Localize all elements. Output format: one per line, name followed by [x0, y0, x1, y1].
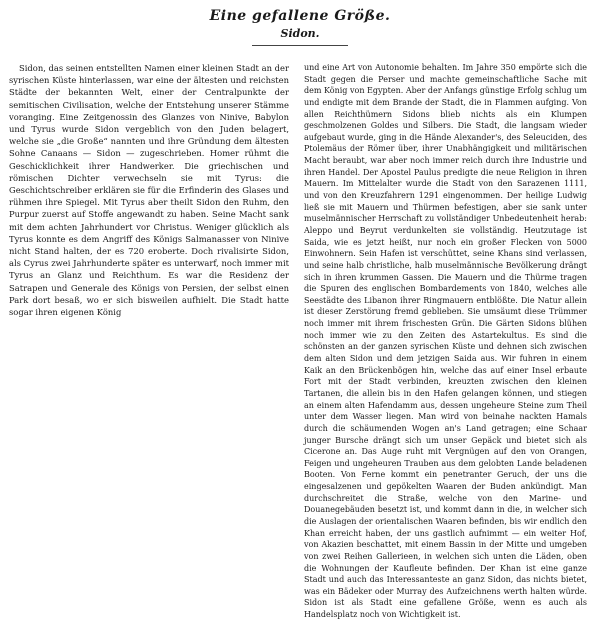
- article-subtitle: Sidon.: [280, 27, 320, 40]
- text-column-right: [304, 62, 587, 621]
- article-paragraph: und eine Art von Autonomie behalten. Im Jahre 350 empörte sich die Stadt gegen die Perser und machte gemeinschaftliche Sache mit dem König von Egypten. Aber der Anfangs günstige Erfolg schlug um und endigte mit dem Brande der Stadt, die in Flammen aufging. Von allen Reichthümern Sidons blieb nichts als ein Klumpen geschmolzenen Goldes und Silbers. Die Stadt, die langsam wieder aufgebaut wurde, ging in die Hände Alexander's, des Seleuciden, des Ptolemäus der Römer über, ihrer Unabhängigkeit und militärischen Macht beraubt, war aber noch immer reich durch ihre Industrie und ihren Handel. Der Apostel Paulus predigte die neue Religion in ihren Mauern. Im Mittelalter wurde die Stadt von den Sarazenen 1111, und von den Kreuzfahrern 1291 eingenommen. Der heilige Ludwig ließ sie mit Mauern und Thürmen befestigen, aber sie sank unter muselmännischer Herrschaft zu vollständiger Unbedeutenheit herab: Aleppo und Beyrut verdunkelten sie vollständig. Heutzutage ist Saida, wie es jetzt heißt, nur noch ein großer Flecken von 5000 Einwohnern. Sein Hafen ist verschüttet, seine Khans sind verlassen, und seine halb christliche, halb muselmännische Bevölkerung drängt sich in ihren krummen Gassen. Die Mauern und die Thürme tragen die Spuren des englischen Bombardements von 1840, welches alle Seestädte des Libanon ihrer Ringmauern entblößte. Die Natur allein ist dieser Zerstörung fremd geblieben. Sie umsäumt diese Trümmer noch immer mit ihrem frischesten Grün. Die Gärten Sidons blühen noch immer wie zu den Zeiten des Astartekultus. Es sind die schönsten an der ganzen syrischen Küste und dehnen sich zwischen dem alten Sidon und dem jetzigen Saida aus. Wir fuhren in einem Kaik an den Brückenbögen hin, welche das auf einer Insel erbaute Fort mit der Stadt verbinden, kreuzten zwischen den kleinen Tartanen, die allein bis in den Hafen gelangen können, und stiegen an einem alten Hafendamm aus, dessen ungeheure Steine zum Theil unter dem Wasser liegen. Man wird von beinahe nackten Hamals durch die schäumenden Wogen an's Land getragen; eine Schaar junger Bursche drängt sich um unser Gepäck und bietet sich als Cicerone an. Das Auge ruht mit Vergnügen auf den von Orangen, Feigen und ungeheuren Trauben aus dem gelobten Lande beladenen Booten. Von Ferne kommt ein penetranter Geruch, der uns die eingesalzenen und gepökelten Waaren der Buden ankündigt. Man durchschreitet die Straße, welche von den Marine- und Douanegebäuden besetzt ist, und kommt dann in die, in welcher sich die Auslagen der orientalischen Waaren befinden, bis wir endlich den Khan erreicht haben, der uns gastlich aufnimmt — ein weiter Hof, von Akazien beschattet, mit einem Bassin in der Mitte und umgeben von zwei Reihen Gallerieen, in welchen sich unten die Läden, oben die Wohnungen der Kaufleute befinden. Der Khan ist eine ganze Stadt und auch das Interessanteste an ganz Sidon, das nichts bietet, was ein Bädeker oder Murray des Aufzeichnens werth halten würde. Sidon ist als Stadt eine gefallene Größe, wenn es auch als Handelsplatz noch von Wichtigkeit ist.: [304, 63, 587, 620]
- title-divider: [252, 45, 348, 46]
- text-column-left: [9, 62, 289, 318]
- article-title: Eine gefallene Größe.: [209, 8, 391, 24]
- article-paragraph: Sidon, das seinen entstellten Namen einer kleinen Stadt an der syrischen Küste hinterlassen, war eine der ältesten und reichsten Städte der bekannten Welt, einer der Centralpunkte der semitischen Civilisation, welche der Entstehung unserer Stämme voranging. Eine Zeitgenossin des Glanzes von Ninive, Babylon und Tyrus wurde Sidon vergeblich von den Juden belagert, welche sie „die Große“ nannten und ihre Gründung dem ältesten Sohne Canaans — Sidon — zugeschrieben. Homer rühmt die Geschicklichkeit ihrer Handwerker. Die griechischen und römischen Dichter verwechseln sie mit Tyrus: die Geschichtschreiber erklären sie für die Erfinderin des Glases und rühmen ihre Spiegel. Mit Tyrus aber theilt Sidon den Ruhm, den Purpur zuerst auf Stoffe angewandt zu haben. Seine Macht sank mit dem achten Jahrhundert vor Christus. Weniger glücklich als Tyrus konnte es dem Angriff des Königs Salmanasser von Ninive nicht Stand halten, der es 720 eroberte. Doch rivalisirte Sidon, als Cyrus zwei Jahrhunderte später es unterwarf, noch immer mit Tyrus an Glanz und Reichthum. Es war die Residenz der Satrapen und Generale des Königs von Persien, der selbst einen Park dort besaß, wo er sich bisweilen aufhielt. Die Stadt hatte sogar ihren eigenen König: [9, 63, 289, 318]
